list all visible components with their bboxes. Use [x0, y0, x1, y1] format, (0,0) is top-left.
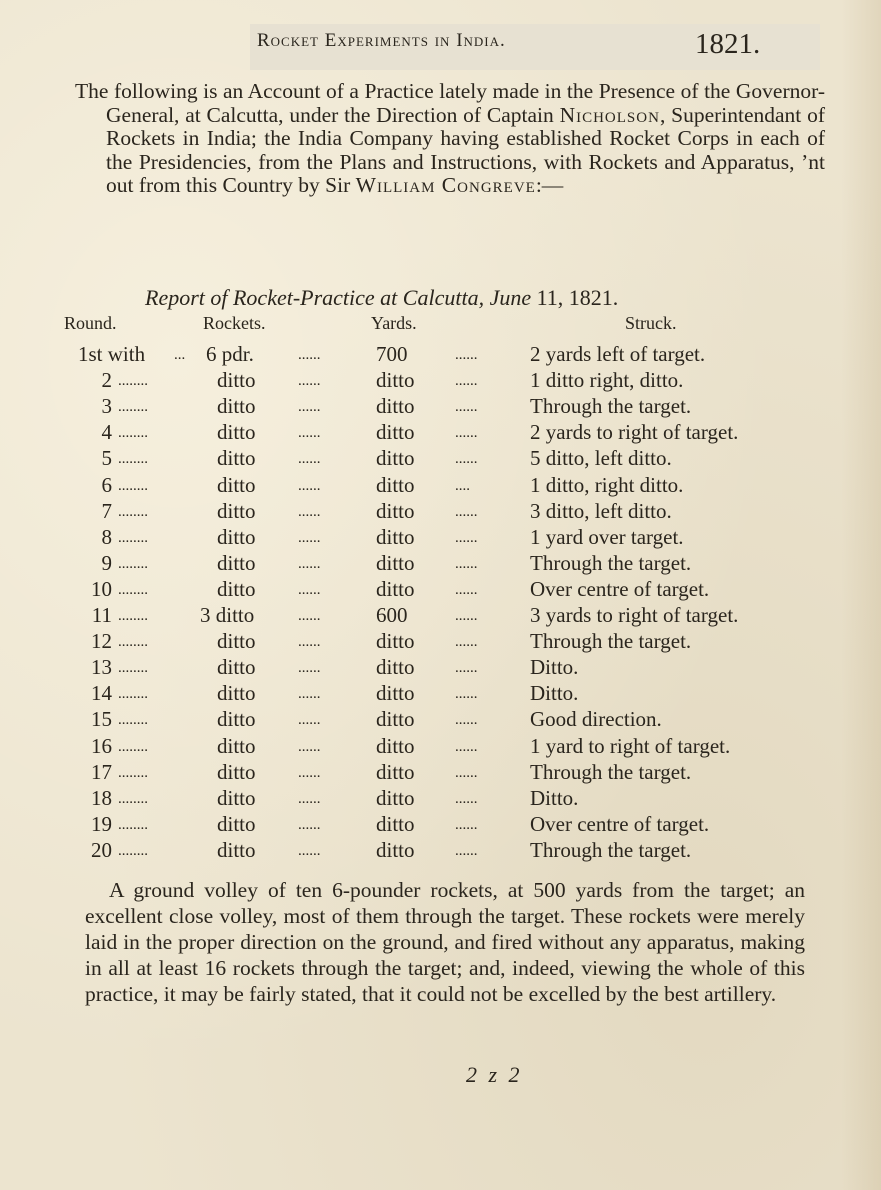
- leader-dots: ........: [118, 555, 148, 572]
- page-edge-shade: [841, 0, 881, 1190]
- leader-dots: ........: [118, 660, 148, 677]
- struck-cell: Over centre of target.: [530, 811, 710, 836]
- round-cell: 10: [91, 576, 112, 601]
- rockets-cell: ditto: [217, 655, 256, 680]
- table-row: [0, 368, 881, 394]
- rockets-cell: 6 pdr.: [206, 342, 254, 366]
- leader-dots: ......: [298, 581, 321, 598]
- struck-cell: Through the target.: [530, 837, 692, 862]
- struck-cell: 2 yards left of target.: [530, 342, 706, 366]
- leader-dots: ........: [118, 451, 148, 468]
- header-rockets: Rockets.: [203, 313, 266, 333]
- struck-cell: Ditto.: [530, 681, 579, 706]
- rockets-cell: 3 ditto: [200, 603, 255, 627]
- yards-cell: ditto: [376, 420, 415, 445]
- leader-dots: ......: [298, 451, 321, 468]
- leader-dots: ........: [118, 373, 148, 390]
- table-row: [0, 420, 881, 446]
- leader-dots: ......: [298, 477, 321, 494]
- round-cell: 1st with: [78, 342, 146, 366]
- leader-dots: ......: [298, 555, 321, 572]
- leader-dots: ......: [455, 373, 478, 390]
- rockets-cell: ditto: [217, 733, 256, 758]
- struck-cell: Through the target.: [530, 759, 692, 784]
- table-row: [0, 394, 881, 420]
- leader-dots: ......: [298, 503, 321, 520]
- leader-dots: ........: [118, 816, 148, 833]
- yards-cell: ditto: [376, 394, 415, 419]
- report-title: [145, 285, 618, 311]
- struck-cell: Ditto.: [530, 655, 579, 680]
- leader-dots: ......: [455, 451, 478, 468]
- table-row: [0, 629, 881, 655]
- leader-dots: ........: [118, 634, 148, 651]
- leader-dots: ......: [298, 660, 321, 677]
- header-struck: Struck.: [625, 313, 677, 333]
- leader-dots: ......: [455, 529, 478, 546]
- leader-dots: ...: [174, 347, 186, 363]
- rockets-cell: ditto: [217, 446, 256, 471]
- table-row: [0, 812, 881, 838]
- leader-dots: ........: [118, 477, 148, 494]
- table-row: [0, 342, 881, 368]
- leader-dots: ........: [118, 399, 148, 416]
- struck-cell: 1 ditto right, ditto.: [530, 368, 684, 393]
- rockets-cell: ditto: [217, 420, 256, 445]
- yards-cell: ditto: [376, 550, 415, 575]
- leader-dots: ........: [118, 712, 148, 729]
- intro-text-3: :—: [535, 173, 564, 197]
- rockets-cell: ditto: [217, 368, 256, 393]
- struck-cell: Through the target.: [530, 629, 692, 654]
- table-row: [0, 734, 881, 760]
- table-row: [0, 473, 881, 499]
- header-round: Round.: [64, 313, 117, 333]
- yards-cell: ditto: [376, 655, 415, 680]
- rockets-cell: ditto: [217, 498, 256, 523]
- leader-dots: ......: [298, 686, 321, 703]
- leader-dots: ........: [118, 764, 148, 781]
- struck-cell: 1 yard over target.: [530, 524, 684, 549]
- yards-cell: ditto: [376, 759, 415, 784]
- report-title-italic: Report of Rocket-Practice at Calcutta, June: [145, 285, 532, 310]
- struck-cell: Through the target.: [530, 394, 692, 419]
- rockets-cell: ditto: [217, 629, 256, 654]
- table-row: [0, 786, 881, 812]
- intro-text-2: , Superintendant of Rockets in India; the India Company having established Rocket Corps in each of the Presidencies, from the Plans and Instructions, with Rockets and Apparatus, ’nt out from this Country by Sir: [106, 102, 825, 197]
- struck-cell: 5 ditto, left ditto.: [530, 446, 672, 471]
- struck-cell: Through the target.: [530, 550, 692, 575]
- table-row: [0, 499, 881, 525]
- leader-dots: ......: [455, 712, 478, 729]
- rockets-cell: ditto: [217, 785, 256, 810]
- name-nicholson: Nicholson: [559, 102, 660, 127]
- round-cell: 6: [101, 472, 112, 497]
- leader-dots: ......: [455, 816, 478, 833]
- leader-dots: ......: [455, 425, 478, 442]
- struck-cell: 3 ditto, left ditto.: [530, 498, 672, 523]
- leader-dots: ........: [118, 425, 148, 442]
- leader-dots: ......: [455, 608, 478, 624]
- leader-dots: ........: [118, 738, 148, 755]
- round-cell: 20: [91, 837, 112, 862]
- table-row: [0, 681, 881, 707]
- yards-cell: ditto: [376, 811, 415, 836]
- leader-dots: ......: [298, 347, 321, 363]
- intro-text-1: The following is an Account of a Practice lately made in the Presence of the Governor-General, at Calcutta, under the Direction of Captain: [75, 79, 825, 127]
- leader-dots: ........: [118, 529, 148, 546]
- leader-dots: ........: [118, 608, 148, 624]
- leader-dots: ......: [298, 529, 321, 546]
- table-row: [0, 577, 881, 603]
- table-row: [0, 446, 881, 472]
- round-cell: 2: [101, 368, 112, 393]
- leader-dots: ......: [455, 503, 478, 520]
- leader-dots: ......: [455, 347, 478, 363]
- leader-dots: ....: [455, 477, 470, 494]
- rockets-cell: ditto: [217, 576, 256, 601]
- rockets-cell: ditto: [217, 681, 256, 706]
- leader-dots: ......: [455, 581, 478, 598]
- rockets-cell: ditto: [217, 811, 256, 836]
- closing-paragraph: [85, 877, 805, 1007]
- leader-dots: ......: [298, 790, 321, 807]
- round-cell: 5: [101, 446, 112, 471]
- table-row: [0, 655, 881, 681]
- leader-dots: ........: [118, 503, 148, 520]
- leader-dots: ......: [455, 764, 478, 781]
- yards-cell: ditto: [376, 472, 415, 497]
- leader-dots: ......: [298, 373, 321, 390]
- round-cell: 9: [101, 550, 112, 575]
- leader-dots: ......: [298, 764, 321, 781]
- leader-dots: ......: [298, 842, 321, 859]
- table-row: [0, 551, 881, 577]
- yards-cell: ditto: [376, 707, 415, 732]
- leader-dots: ......: [455, 790, 478, 807]
- closing-text: A ground volley of ten 6-pounder rockets, at 500 yards from the target; an excellent close volley, most of them through the target. These rockets were merely laid in the proper direction on the ground, and fired without any apparatus, making in all at least 16 rockets through the target; and, indeed, viewing the whole of this practice, it may be fairly stated, that it could not be excelled by the best artillery.: [85, 878, 805, 1006]
- round-cell: 17: [91, 759, 112, 784]
- leader-dots: ........: [118, 790, 148, 807]
- name-congreve: William Congreve: [355, 173, 536, 197]
- leader-dots: ......: [455, 686, 478, 703]
- report-title-date: 11, 1821.: [531, 285, 619, 310]
- yards-cell: ditto: [376, 524, 415, 549]
- round-cell: 19: [91, 811, 112, 836]
- yards-cell: ditto: [376, 629, 415, 654]
- rockets-cell: ditto: [217, 550, 256, 575]
- leader-dots: ......: [455, 738, 478, 755]
- table-row: [0, 838, 881, 864]
- page-year: 1821.: [695, 28, 761, 60]
- yards-cell: ditto: [376, 498, 415, 523]
- leader-dots: ......: [298, 738, 321, 755]
- signature-mark: 2 z 2: [466, 1062, 523, 1087]
- yards-cell: 700: [376, 342, 408, 366]
- round-cell: 18: [91, 785, 112, 810]
- leader-dots: ........: [118, 842, 148, 859]
- round-cell: 7: [101, 498, 112, 523]
- table-row: [0, 603, 881, 629]
- leader-dots: ......: [298, 816, 321, 833]
- yards-cell: ditto: [376, 368, 415, 393]
- yards-cell: ditto: [376, 837, 415, 862]
- rockets-cell: ditto: [217, 837, 256, 862]
- leader-dots: ......: [298, 712, 321, 729]
- round-cell: 14: [91, 681, 112, 706]
- leader-dots: ......: [298, 399, 321, 416]
- round-cell: 13: [91, 655, 112, 680]
- leader-dots: ......: [455, 555, 478, 572]
- yards-cell: ditto: [376, 576, 415, 601]
- leader-dots: ........: [118, 686, 148, 703]
- struck-cell: 1 ditto, right ditto.: [530, 472, 684, 497]
- struck-cell: Good direction.: [530, 707, 662, 732]
- round-cell: 3: [101, 394, 112, 419]
- table-row: [0, 525, 881, 551]
- yards-cell: ditto: [376, 733, 415, 758]
- leader-dots: ......: [455, 634, 478, 651]
- leader-dots: ......: [298, 608, 321, 624]
- round-cell: 16: [91, 733, 112, 758]
- yards-cell: ditto: [376, 446, 415, 471]
- leader-dots: ........: [118, 581, 148, 598]
- intro-paragraph: [75, 80, 825, 198]
- struck-cell: 2 yards to right of target.: [530, 420, 739, 445]
- struck-cell: Over centre of target.: [530, 576, 710, 601]
- leader-dots: ......: [298, 634, 321, 651]
- struck-cell: 3 yards to right of target.: [530, 603, 739, 627]
- yards-cell: ditto: [376, 785, 415, 810]
- rockets-cell: ditto: [217, 707, 256, 732]
- table-row: [0, 707, 881, 733]
- rockets-cell: ditto: [217, 524, 256, 549]
- round-cell: 11: [91, 603, 112, 627]
- running-head: Rocket Experiments in India.: [257, 30, 506, 51]
- yards-cell: ditto: [376, 681, 415, 706]
- rockets-cell: ditto: [217, 472, 256, 497]
- rockets-cell: ditto: [217, 759, 256, 784]
- struck-cell: 1 yard to right of target.: [530, 733, 731, 758]
- round-cell: 12: [91, 629, 112, 654]
- leader-dots: ......: [298, 425, 321, 442]
- struck-cell: Ditto.: [530, 785, 579, 810]
- round-cell: 15: [91, 707, 112, 732]
- rockets-cell: ditto: [217, 394, 256, 419]
- leader-dots: ......: [455, 660, 478, 677]
- header-yards: Yards.: [371, 313, 417, 333]
- table-row: [0, 760, 881, 786]
- leader-dots: ......: [455, 399, 478, 416]
- round-cell: 8: [101, 524, 112, 549]
- yards-cell: 600: [376, 603, 408, 627]
- round-cell: 4: [101, 420, 112, 445]
- leader-dots: ......: [455, 842, 478, 859]
